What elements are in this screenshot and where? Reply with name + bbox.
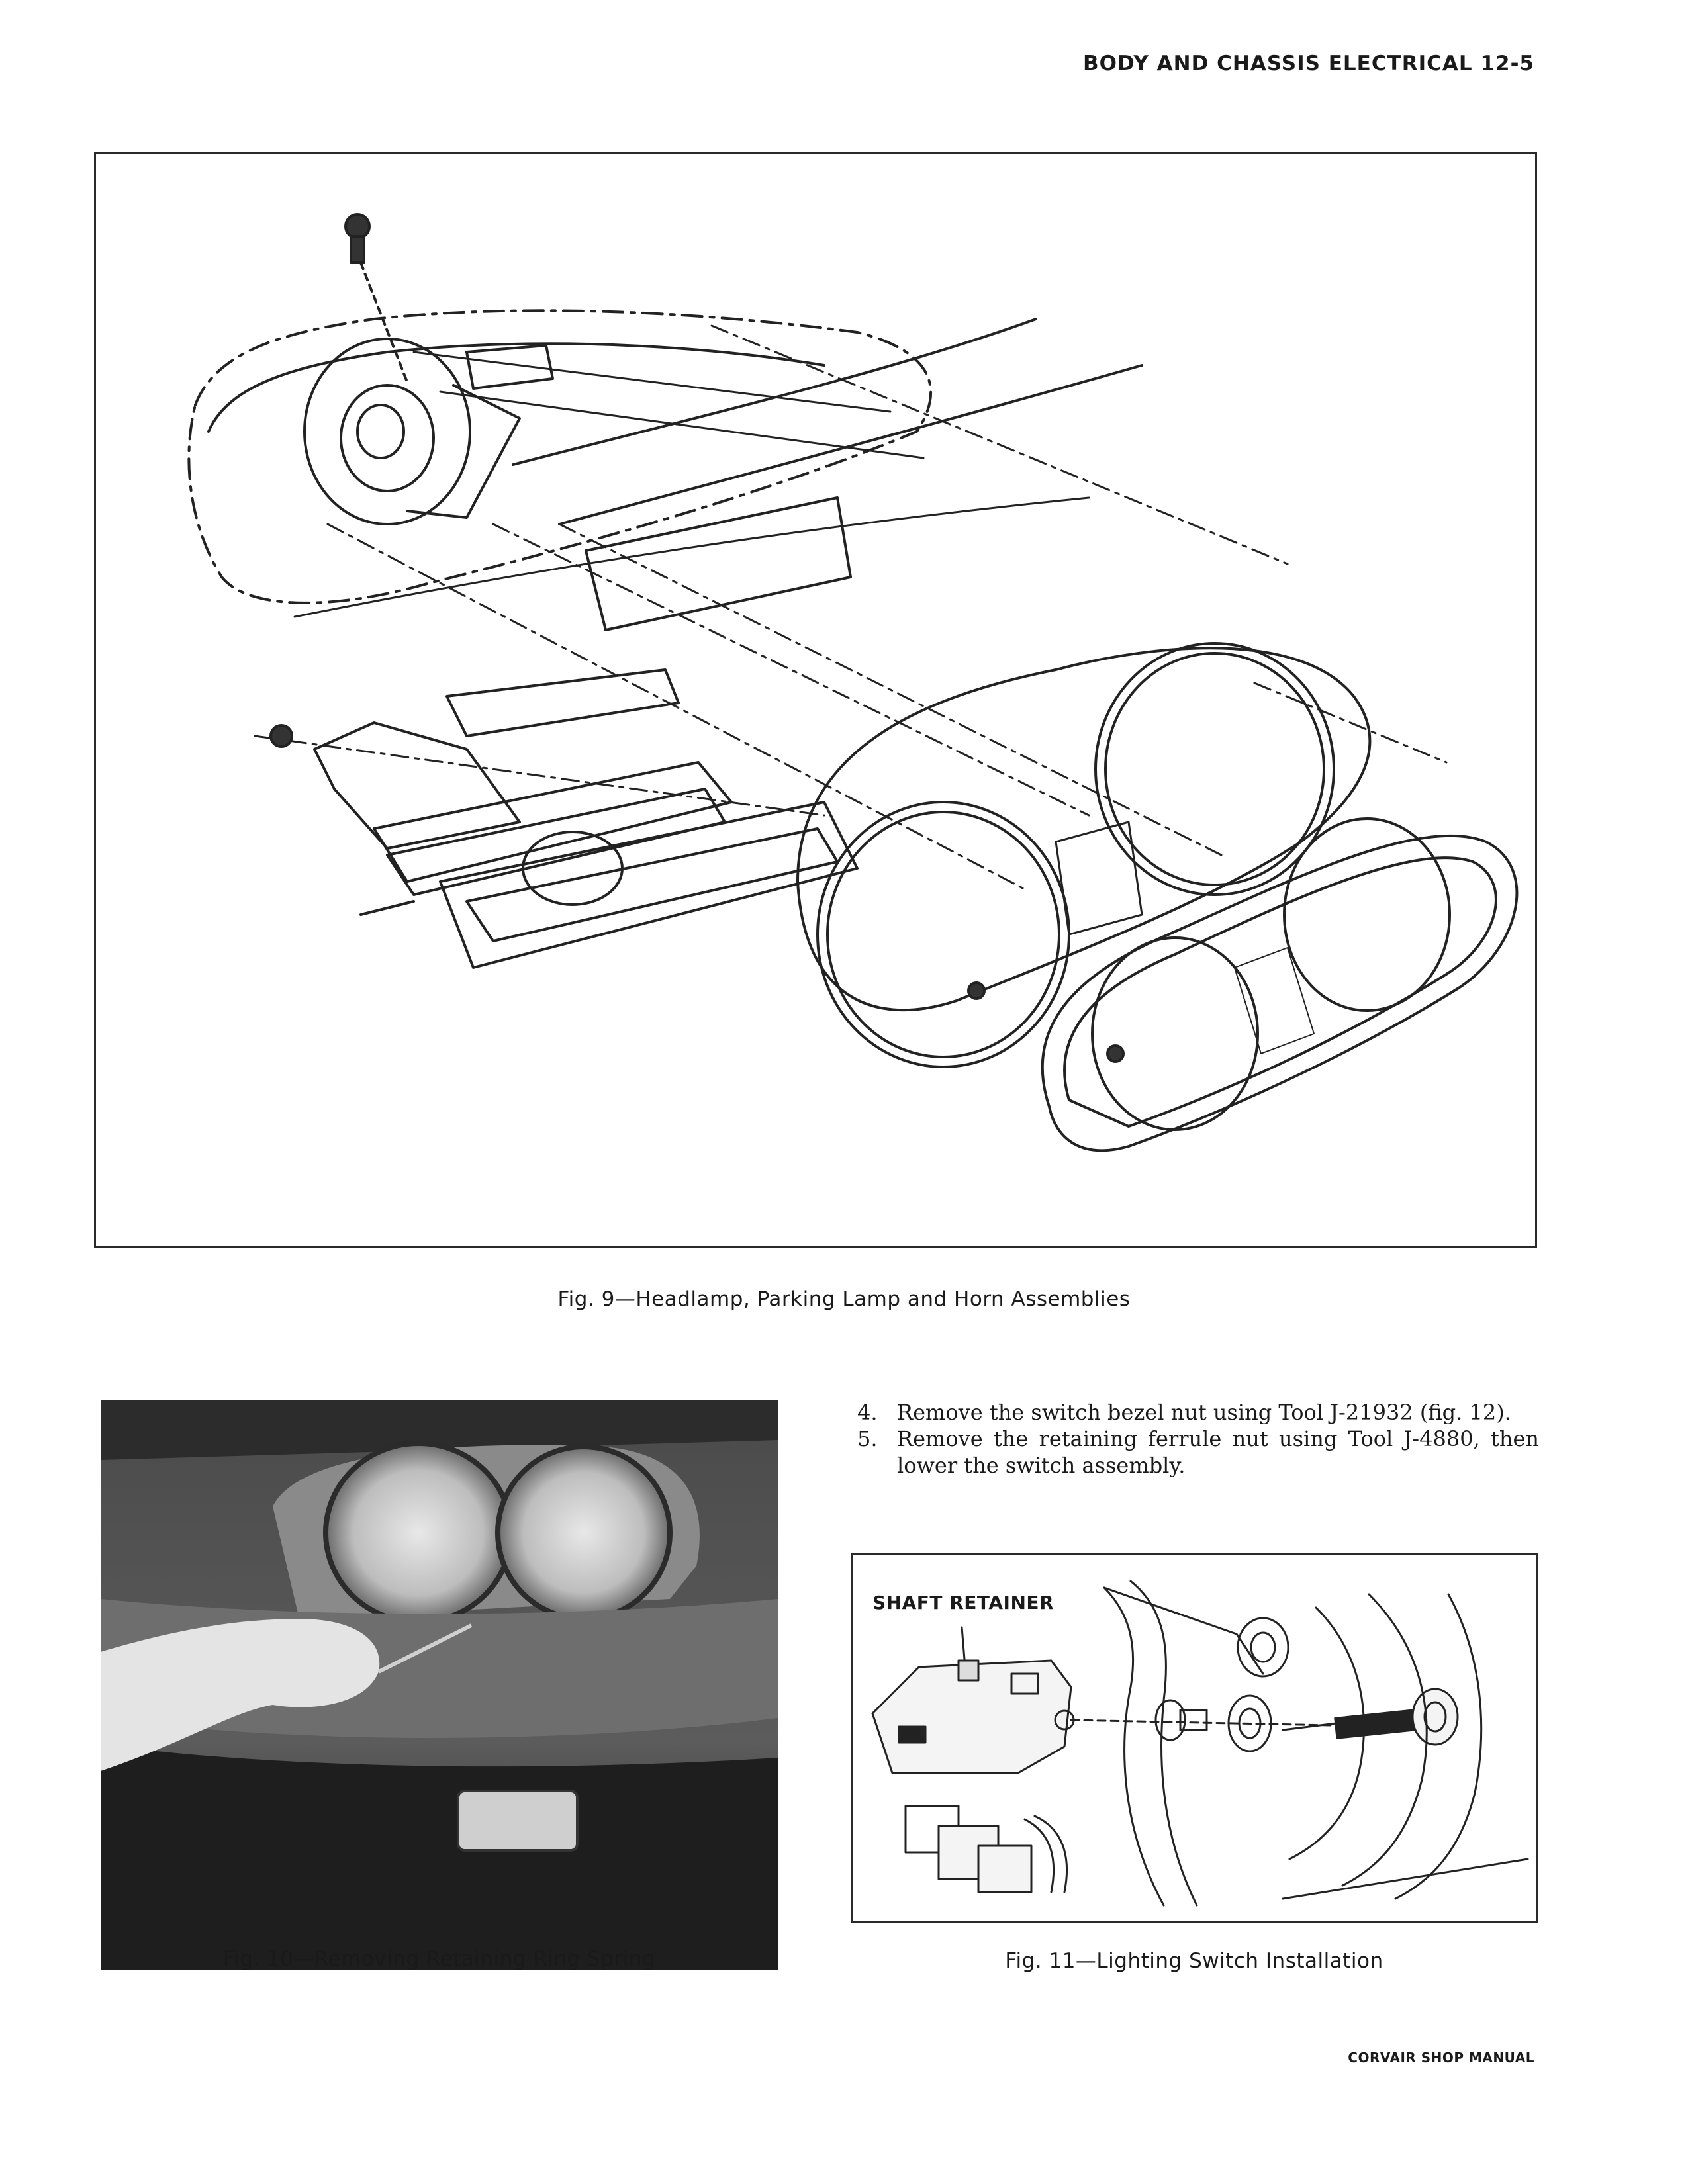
knob-icon	[1283, 1689, 1458, 1745]
horn-icon	[305, 339, 553, 524]
page-header: BODY AND CHASSIS ELECTRICAL 12-5	[1082, 52, 1534, 75]
headlamp-housing-icon	[798, 643, 1370, 1067]
step-text: Remove the retaining ferrule nut using Tool J-4880, then lower the switch assembly.	[897, 1426, 1539, 1478]
figure-11-caption: Fig. 11—Lighting Switch Installation	[1005, 1949, 1383, 1973]
shaft-retainer-label: SHAFT RETAINER	[872, 1592, 1055, 1614]
figure-11-illustration	[851, 1553, 1538, 1923]
figure-10-caption: Fig. 10—Removing Retaining Ring Spring	[222, 1947, 656, 1971]
step-4	[857, 1399, 1539, 1426]
connector-icon	[906, 1806, 1067, 1892]
step-number: 5.	[857, 1426, 878, 1451]
procedure-steps	[857, 1399, 1539, 1479]
parking-lamp-icon	[271, 670, 857, 968]
figure-9-caption: Fig. 9—Headlamp, Parking Lamp and Horn Assemblies	[557, 1287, 1131, 1311]
figure-9-illustration	[94, 152, 1537, 1248]
step-5	[857, 1426, 1539, 1479]
step-text: Remove the switch bezel nut using Tool J-21932 (fig. 12).	[897, 1400, 1511, 1425]
headlamp-bezel-icon	[1043, 819, 1517, 1150]
step-number: 4.	[857, 1400, 878, 1425]
figure-10-photo	[101, 1400, 778, 1970]
switch-body-icon	[872, 1661, 1074, 1773]
page-footer: CORVAIR SHOP MANUAL	[1348, 2050, 1534, 2066]
